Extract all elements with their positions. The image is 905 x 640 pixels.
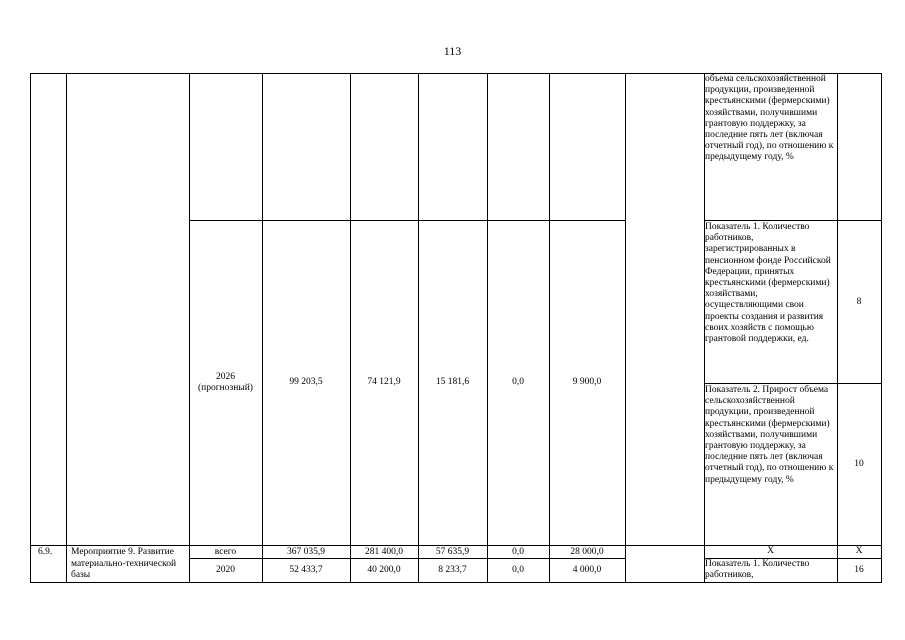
year-label: 2026 xyxy=(216,372,235,382)
total-funding: 99 203,5 xyxy=(289,377,323,387)
row-total-regional: 57 635,9 xyxy=(435,547,470,557)
measure-number: 6.9. xyxy=(38,547,53,557)
row-total-year: всего xyxy=(214,547,237,557)
row-2020-local: 0,0 xyxy=(512,565,524,575)
row-total-local: 0,0 xyxy=(512,547,524,557)
page-number: 113 xyxy=(443,44,462,58)
row-2020-other: 4 000,0 xyxy=(572,565,602,575)
federal-funding: 74 121,9 xyxy=(367,377,401,387)
measure-name: Мероприятие 9. Развитие материально-технической базы xyxy=(71,547,177,580)
indicator-1-value: 8 xyxy=(856,297,862,307)
year-cell xyxy=(189,372,262,394)
row-2020-federal: 40 200,0 xyxy=(367,565,401,575)
row-2020-sum: 52 433,7 xyxy=(289,565,323,575)
row-total-other: 28 000,0 xyxy=(570,547,604,557)
row-total-value: Х xyxy=(855,546,863,556)
other-funding: 9 900,0 xyxy=(572,377,602,387)
row-2020-regional: 8 233,7 xyxy=(438,565,467,575)
regional-funding: 15 181,6 xyxy=(435,377,470,387)
local-funding: 0,0 xyxy=(512,377,524,387)
indicator-1-text: Показатель 1. Количество работников, зарегистрированных в пенсионном фонде Российской Федерации, принятых крестьянскими (фермерскими) хозяйствами, осуществляющими свои проекты создания и развития своих хозяйств с помощью грантовой поддержки, ед. xyxy=(705,222,831,345)
year-note: (прогнозный) xyxy=(198,383,253,393)
row-total-indicator: Х xyxy=(767,546,774,556)
indicator-2-text: Показатель 2. Прирост объема сельскохозяйственной продукции, произведенной крестьянскими (фермерскими) хозяйствами, получившими грантовую поддержку, за последние пять лет (включая отчетный год), по отношению к предыдущему году, % xyxy=(705,385,834,485)
indicator-2-value: 10 xyxy=(854,459,864,469)
row-2020-year: 2020 xyxy=(216,565,235,575)
row-total-sum: 367 035,9 xyxy=(287,547,325,557)
row-2020-indicator: Показатель 1. Количество работников, xyxy=(705,559,810,580)
row-2020-value: 16 xyxy=(854,565,864,575)
row-total-federal: 281 400,0 xyxy=(365,547,403,557)
indicator-continuation: объема сельскохозяйственной продукции, произведенной крестьянскими (фермерскими) хозяйствами, получившими грантовую поддержку, за последние пять лет (включая отчетный год), по отношению к предыдущему году, % xyxy=(705,74,834,163)
